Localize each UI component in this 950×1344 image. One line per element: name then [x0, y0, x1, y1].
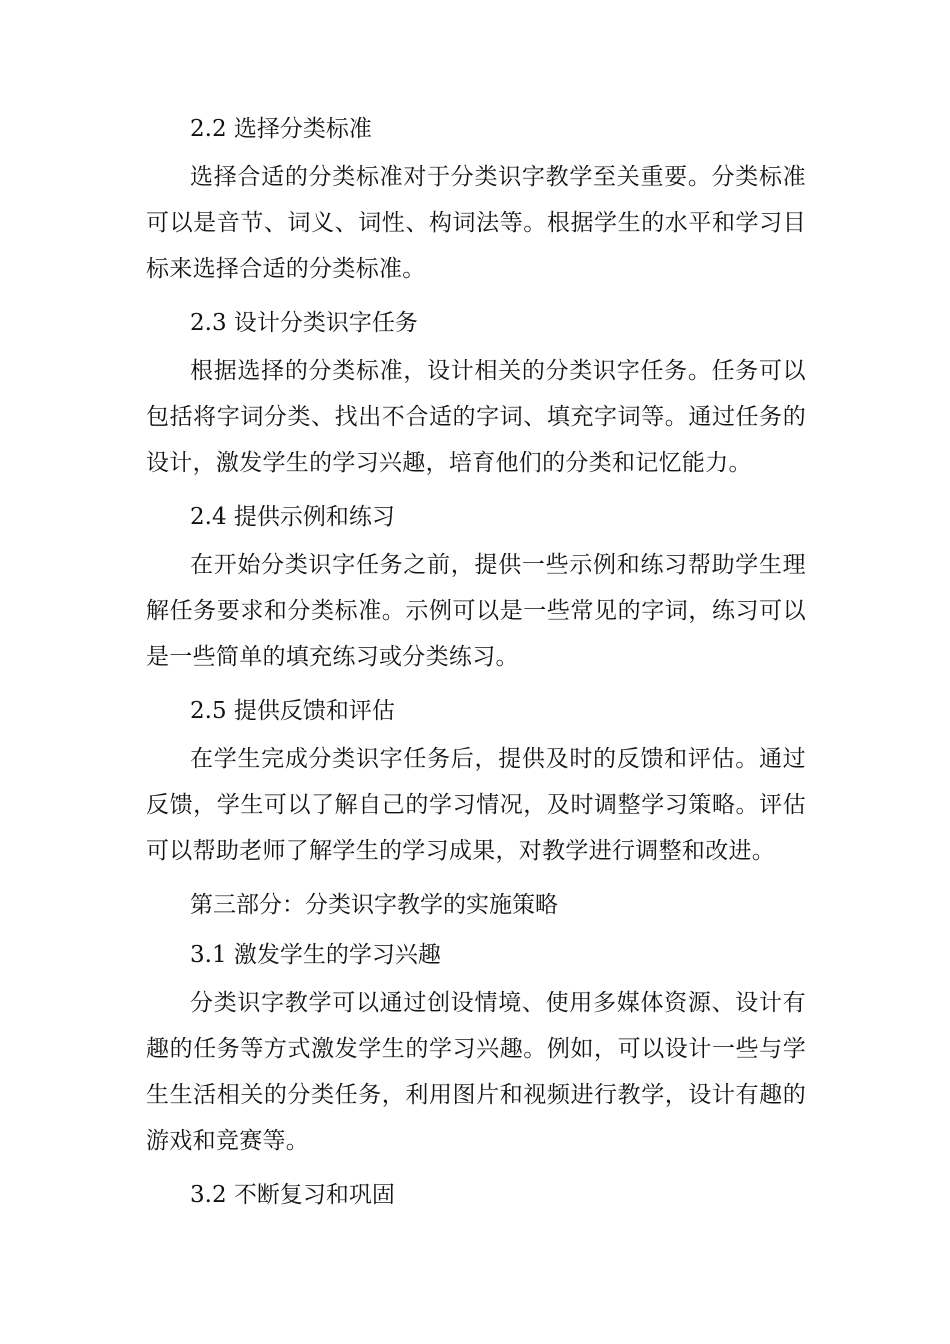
- heading-3-2: 3.2 不断复习和巩固: [190, 1182, 395, 1208]
- paragraph-2-2: 选择合适的分类标准对于分类识字教学至关重要。分类标准可以是音节、词义、词性、构词法等。根据学生的水平和学习目标来选择合适的分类标准。: [146, 164, 806, 282]
- paragraph-2-5: 在学生完成分类识字任务后，提供及时的反馈和评估。通过反馈，学生可以了解自己的学习情况，及时调整学习策略。评估可以帮助老师了解学生的学习成果，对教学进行调整和改进。: [146, 746, 806, 864]
- heading-part-3: 第三部分：分类识字教学的实施策略: [190, 892, 558, 918]
- paragraph-2-3: 根据选择的分类标准，设计相关的分类识字任务。任务可以包括将字词分类、找出不合适的字词、填充字词等。通过任务的设计，激发学生的学习兴趣，培育他们的分类和记忆能力。: [146, 358, 806, 476]
- heading-2-5: 2.5 提供反馈和评估: [190, 698, 395, 724]
- heading-2-4: 2.4 提供示例和练习: [190, 504, 395, 530]
- paragraph-3-1: 分类识字教学可以通过创设情境、使用多媒体资源、设计有趣的任务等方式激发学生的学习兴趣。例如，可以设计一些与学生生活相关的分类任务，利用图片和视频进行教学，设计有趣的游戏和竞赛等。: [146, 990, 806, 1154]
- document-content: [146, 104, 806, 1220]
- heading-3-1: 3.1 激发学生的学习兴趣: [190, 942, 441, 968]
- heading-2-2: 2.2 选择分类标准: [190, 116, 372, 142]
- paragraph-2-4: 在开始分类识字任务之前，提供一些示例和练习帮助学生理解任务要求和分类标准。示例可以是一些常见的字词，练习可以是一些简单的填充练习或分类练习。: [146, 552, 806, 670]
- heading-2-3: 2.3 设计分类识字任务: [190, 310, 418, 336]
